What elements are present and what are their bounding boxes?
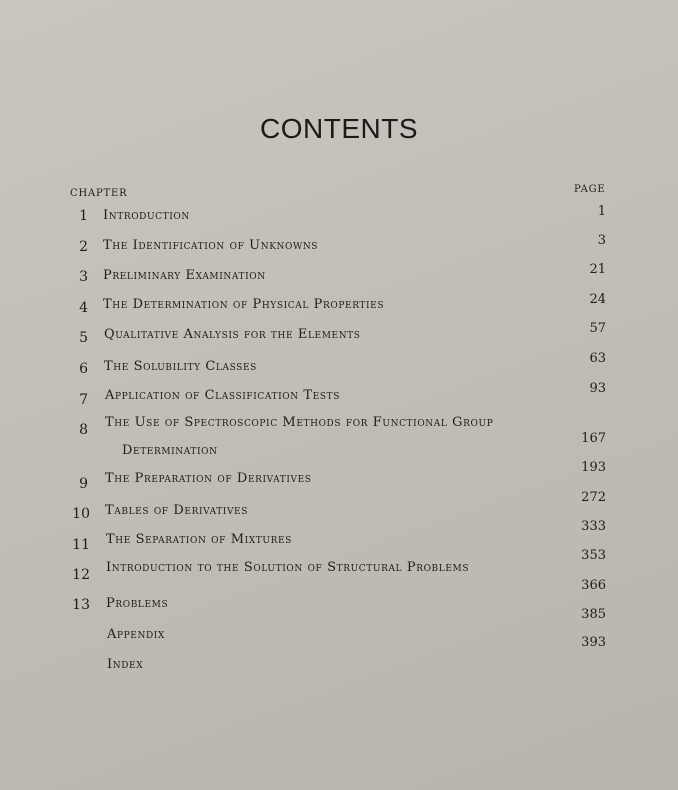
chapter-title: Preliminary Examination bbox=[103, 268, 266, 283]
chapter-title: Introduction to the Solution of Structural Problems bbox=[106, 560, 470, 575]
chapter-number: 8 bbox=[79, 422, 88, 438]
page-number: 57 bbox=[589, 321, 606, 336]
chapter-title: Qualitative Analysis for the Elements bbox=[104, 327, 361, 342]
page-number: 385 bbox=[581, 607, 606, 622]
chapter-number: 11 bbox=[72, 537, 90, 553]
chapter-number: 2 bbox=[79, 239, 88, 255]
page-number: 193 bbox=[581, 460, 606, 475]
chapter-number: 9 bbox=[79, 476, 88, 492]
chapter-number: 3 bbox=[79, 269, 88, 285]
chapter-title: The Solubility Classes bbox=[104, 359, 257, 374]
page-title: CONTENTS bbox=[260, 113, 418, 144]
chapter-number: 6 bbox=[79, 361, 88, 377]
page-number: 167 bbox=[581, 431, 606, 446]
page-number: 353 bbox=[581, 548, 606, 563]
page-number: 24 bbox=[589, 292, 606, 307]
page-column-header: PAGE bbox=[574, 184, 606, 195]
chapter-title: Problems bbox=[106, 596, 169, 611]
chapter-column-header: CHAPTER bbox=[70, 188, 128, 199]
page-number: 21 bbox=[589, 262, 606, 277]
chapter-title: The Separation of Mixtures bbox=[106, 532, 292, 547]
page-number: 272 bbox=[581, 490, 606, 505]
appendix-title: Appendix bbox=[107, 627, 165, 642]
chapter-title: Tables of Derivatives bbox=[105, 503, 248, 518]
page-number: 1 bbox=[597, 204, 606, 219]
page-number: 366 bbox=[581, 578, 606, 593]
chapter-number: 10 bbox=[72, 506, 90, 522]
index-title: Index bbox=[107, 657, 144, 672]
chapter-number: 7 bbox=[79, 392, 88, 408]
chapter-title: The Determination of Physical Properties bbox=[103, 297, 385, 312]
chapter-title-continued: Determination bbox=[122, 443, 218, 458]
chapter-number: 13 bbox=[72, 597, 90, 613]
chapter-title: Introduction bbox=[103, 208, 190, 223]
chapter-title: The Use of Spectroscopic Methods for Functional Group bbox=[105, 415, 494, 430]
page-number: 63 bbox=[589, 351, 606, 366]
chapter-title: The Identification of Unknowns bbox=[103, 238, 319, 253]
chapter-number: 5 bbox=[79, 330, 88, 346]
page-number: 3 bbox=[597, 233, 606, 248]
page-number: 393 bbox=[581, 635, 606, 650]
page-number: 333 bbox=[581, 519, 606, 534]
chapter-number: 1 bbox=[79, 208, 88, 224]
chapter-number: 4 bbox=[79, 300, 88, 316]
chapter-number: 12 bbox=[72, 567, 90, 583]
chapter-title: Application of Classification Tests bbox=[105, 388, 340, 403]
chapter-title: The Preparation of Derivatives bbox=[105, 471, 312, 486]
page-number: 93 bbox=[589, 381, 606, 396]
